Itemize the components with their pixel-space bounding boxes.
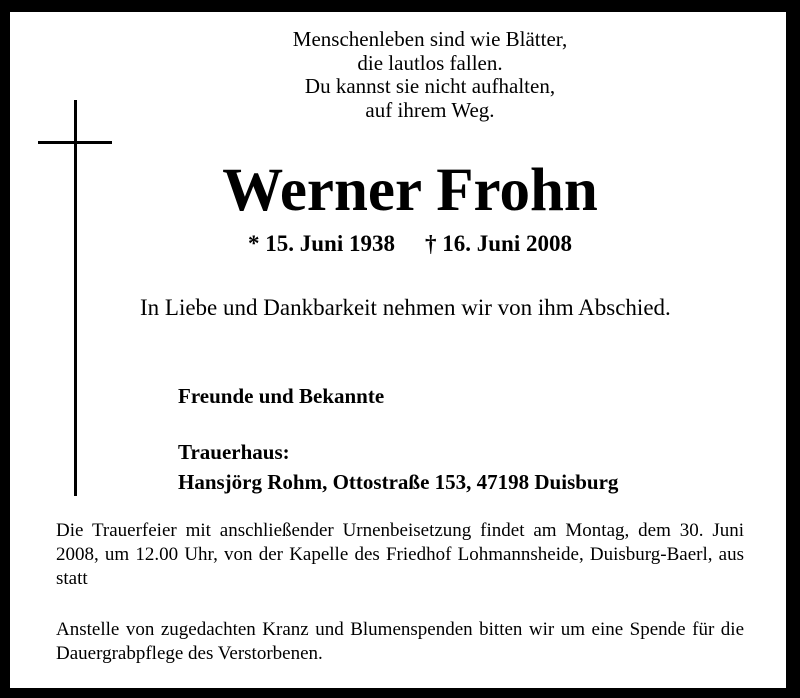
poem-line: auf ihrem Weg. (365, 97, 495, 122)
cross-vertical-bar (74, 100, 77, 496)
poem-line: Menschenleben sind wie Blätter, (292, 27, 568, 51)
poem (250, 28, 610, 122)
mourning-house-address: Hansjörg Rohm, Ottostraße 153, 47198 Duisburg (178, 470, 619, 494)
farewell-text: In Liebe und Dankbarkeit nehmen wir von ihm Abschied. (140, 295, 671, 320)
deceased-name: Werner Frohn (222, 157, 598, 224)
donation-request: Anstelle von zugedachten Kranz und Blumenspenden bitten wir um eine Spende für die Dauergrabpflege des Verstorbenen. (56, 619, 744, 664)
poem-line: Du kannst sie nicht aufhalten, (304, 74, 556, 98)
obituary-notice (10, 12, 786, 688)
birth-date: * 15. Juni 1938 (248, 231, 395, 256)
mourners-signature: Freunde und Bekannte (178, 384, 385, 408)
life-dates (170, 230, 650, 258)
ceremony-info: Die Trauerfeier mit anschließender Urnenbeisetzung findet am Montag, dem 30. Juni 2008, um 12.00 Uhr, von der Kapelle des Friedhof Lohmannsheide, Duisburg-Baerl, aus statt (56, 520, 744, 589)
poem-line: die lautlos fallen. (357, 50, 503, 75)
cross-horizontal-bar (38, 141, 112, 144)
mourning-house-label: Trauerhaus: (178, 440, 290, 464)
death-date: † 16. Juni 2008 (425, 231, 572, 256)
